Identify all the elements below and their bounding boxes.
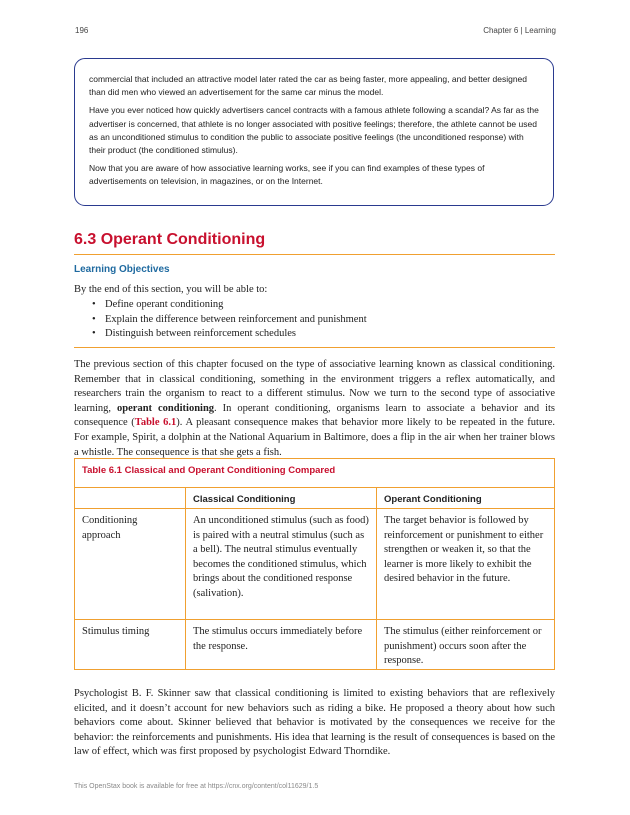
table-caption: Table 6.1 Classical and Operant Conditioning Compared <box>82 465 336 476</box>
page-footer: This OpenStax book is available for free at https://cnx.org/content/col11629/1.5 <box>74 783 319 790</box>
feature-paragraph: commercial that included an attractive model later rated the car as being faster, more appealing, and better designed than did men who viewed an advertisement for the same car minus the model. <box>89 74 528 98</box>
objective-text: Explain the difference between reinforcement and punishment <box>105 313 367 325</box>
table-cell: The target behavior is followed by reinforcement or punishment to either strengthen or weaken it, so that the learner is more likely to exhibit the desired behavior in the future. <box>384 515 544 584</box>
table-cell: An unconditioned stimulus (such as food) is paired with a neutral stimulus (such as a bell). The neutral stimulus eventually becomes the conditioned stimulus, which brings about the conditioned response (salivation). <box>193 515 369 599</box>
running-header: Chapter 6 | Learning <box>483 26 556 35</box>
table-header <box>75 487 185 496</box>
row-label: Conditioning approach <box>82 515 138 541</box>
table-header: Operant Conditioning <box>384 494 482 505</box>
table-reference-link[interactable]: Table 6.1 <box>134 417 177 429</box>
objectives-intro: By the end of this section, you will be able to: <box>74 284 268 295</box>
key-term: operant conditioning <box>117 402 215 414</box>
table-cell: The stimulus (either reinforcement or punishment) occurs soon after the response. <box>384 626 542 666</box>
section-divider <box>74 254 555 255</box>
objective-text: Distinguish between reinforcement schedules <box>105 328 296 339</box>
feature-paragraph: Have you ever noticed how quickly advertisers cancel contracts with a famous athlete following a scandal? As far as the advertiser is concerned, that athlete is no longer associated with positive feelings; therefore, the athlete cannot be used as an unconditioned stimulus to condition the public to associate positive feelings (the unconditioned response) with their product (the conditioned stimulus). <box>89 105 539 156</box>
paragraph-text: The previous section of this chapter focused on the type of associative learning known as classical conditioning. Remember that in classical conditioning, something in the environment triggers a reflex automatically, and researchers train the organism to react to a different stimulus. Now we turn to the second type of associative learning, <box>74 359 555 414</box>
table-cell: The stimulus occurs immediately before the response. <box>193 626 363 652</box>
feature-paragraph: Now that you are aware of how associative learning works, see if you can find examples of these types of advertisements on television, in magazines, or on the Internet. <box>89 163 485 187</box>
page-number: 196 <box>75 26 89 35</box>
objective-item <box>92 327 367 342</box>
row-label: Stimulus timing <box>82 626 150 637</box>
table-header: Classical Conditioning <box>193 494 296 505</box>
paragraph-text: . In operant conditioning, organisms learn to associate a behavior and its consequence ( <box>74 402 556 429</box>
paragraph-text: ). A pleasant consequence makes that behavior more likely to be repeated in the future. For example, Spirit, a dolphin at the National Aquarium in Baltimore, does a flip in the air when her trainer blows a whistle. The consequence is that she gets a fish. <box>74 417 555 458</box>
objectives-divider <box>74 347 555 348</box>
body-paragraph: Psychologist B. F. Skinner saw that classical conditioning is limited to existing behaviors that are reflexively elicited, and it doesn’t account for new behaviors such as riding a bike. He proposed a theory about how such behaviors come about. Skinner believed that behavior is motivated by the consequences we receive for the behavior: the reinforcements and punishments. His idea that learning is the result of consequences is based on the law of effect, which was first proposed by psychologist Edward Thorndike. <box>74 688 555 758</box>
comparison-table <box>74 458 555 670</box>
objectives-list <box>92 298 367 342</box>
objectives-title: Learning Objectives <box>74 264 170 275</box>
objective-item <box>92 298 367 313</box>
section-title: 6.3 Operant Conditioning <box>74 231 266 248</box>
objective-item <box>92 313 367 328</box>
objective-text: Define operant conditioning <box>105 299 224 310</box>
table-rule <box>75 619 554 620</box>
body-paragraph <box>74 358 555 460</box>
feature-box <box>74 58 554 206</box>
